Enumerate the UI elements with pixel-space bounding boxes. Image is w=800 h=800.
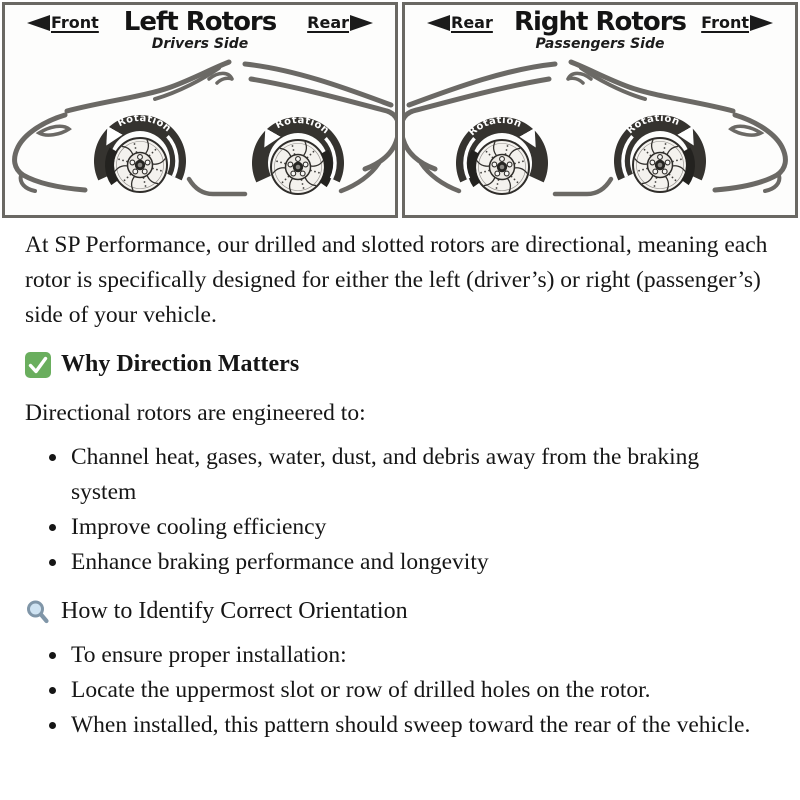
section-heading-why-direction-matters [25, 347, 770, 382]
rotor-direction-diagram [0, 0, 800, 218]
list-item: • Channel heat, gases, water, dust, and debris away from the braking system [69, 440, 770, 510]
list-item: • Enhance braking performance and longevity [69, 545, 770, 580]
panel-subtitle: Passengers Side [535, 36, 665, 52]
section-heading-text: How to Identify Correct Orientation [61, 598, 408, 624]
left-car-illustration [5, 55, 395, 213]
svg-text:Rotation: Rotation [624, 112, 682, 137]
list-item: • Improve cooling efficiency [69, 510, 770, 545]
article-body [0, 228, 800, 743]
lead-sentence: Directional rotors are engineered to: [25, 400, 366, 426]
arrow-right-icon [750, 15, 773, 31]
rear-direction-label [307, 15, 373, 31]
panel-subtitle: Drivers Side [151, 36, 249, 52]
section-heading-how-to-identify [25, 594, 770, 629]
magnifying-glass-icon [25, 599, 51, 625]
left-rotors-panel [2, 2, 398, 218]
orientation-list [25, 638, 770, 743]
section-heading-text: Why Direction Matters [61, 351, 300, 377]
list-item: • Locate the uppermost slot or row of drilled holes on the rotor. [69, 673, 770, 708]
svg-text:Rotation: Rotation [274, 114, 332, 137]
right-rotors-panel [402, 2, 798, 218]
list-item: • To ensure proper installation: [69, 638, 770, 673]
check-mark-icon [25, 352, 51, 378]
right-car-illustration [405, 55, 795, 213]
svg-text:Rotation: Rotation [116, 112, 174, 135]
front-label: Front [51, 13, 99, 32]
rear-label: Rear [451, 13, 493, 32]
intro-paragraph: At SP Performance, our drilled and slotted rotors are directional, meaning each rotor is specifically designed for either the left (driver’s) or right (passenger’s) side of your vehicle. [25, 232, 768, 328]
arrow-right-icon [350, 15, 373, 31]
benefits-list [25, 440, 770, 580]
list-item: • When installed, this pattern should sweep toward the rear of the vehicle. [69, 708, 770, 743]
front-direction-label [701, 15, 773, 31]
front-label: Front [701, 13, 749, 32]
rear-label: Rear [307, 13, 349, 32]
panel-title: Right Rotors [513, 7, 686, 37]
panel-title: Left Rotors [123, 7, 277, 37]
svg-text:Rotation: Rotation [466, 114, 524, 139]
